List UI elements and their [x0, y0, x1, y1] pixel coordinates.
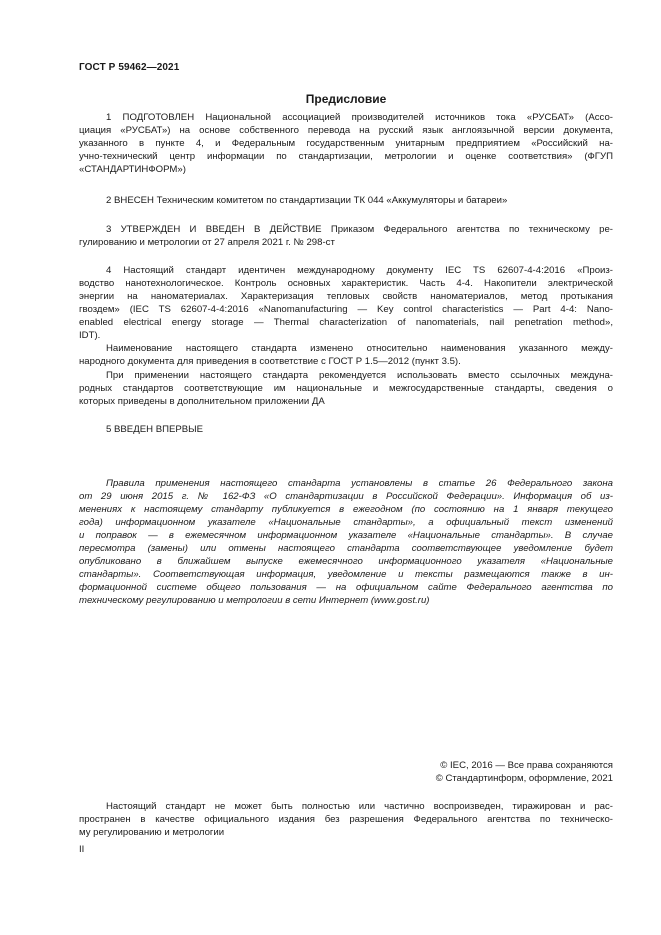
reproduction-notice [79, 800, 613, 839]
text-line: При применении настоящего стандарта рекомендуется использовать вместо ссылочных междуна- [106, 370, 613, 381]
text-line: которых приведены в дополнительном приложении ДА [79, 396, 325, 407]
document-code: ГОСТ Р 59462—2021 [79, 62, 180, 73]
text-line: пространен в качестве официального издания без разрешения Федерального агентства по техническо- [79, 814, 613, 825]
paragraph-identical [79, 264, 613, 342]
text-line: и поправок — в ежемесячном информационном указателе «Национальные стандарты». В случае [79, 530, 613, 541]
text-line: 5 ВВЕДЕН ВПЕРВЫЕ [106, 424, 204, 435]
text-line: гулированию и метрологии от 27 апреля 2021 г. № 298-ст [79, 237, 335, 248]
text-line: му регулированию и метрологии [79, 827, 225, 838]
text-line: 3 УТВЕРЖДЕН И ВВЕДЕН В ДЕЙСТВИЕ Приказом Федерального агентства по техническому ре- [106, 224, 613, 235]
text-line: «СТАНДАРТИНФОРМ») [79, 164, 186, 175]
paragraph-prepared-by [79, 111, 613, 176]
text-line: учно-технический центр информации по стандартизации, метрологии и оценке соответствия» (ФГУП [79, 151, 613, 162]
notice-italic [79, 477, 613, 607]
text-line: 2 ВНЕСЕН Техническим комитетом по стандартизации ТК 044 «Аккумуляторы и батареи» [106, 195, 508, 206]
copyright-line: © Стандартинформ, оформление, 2021 [435, 773, 613, 784]
text-line: энергии на наноматериалах. Характеризация тепловых свойств наноматериалов, метод протыкания [79, 291, 613, 302]
paragraph-first-introduced [79, 423, 613, 436]
text-line: формационной системе общего пользования — на официальном сайте Федерального агентства по [79, 582, 613, 593]
text-line: гвоздем» (IEC TS 62607-4-4:2016 «Nanomanufacturing — Key control characteristics — Part 4-4: Nano- [79, 304, 613, 315]
page-title: Предисловие [305, 92, 387, 106]
paragraph-name-changed [79, 342, 613, 368]
text-line: циация «РУСБАТ») на основе собственного перевода на русский язык англоязычной версии документа, [79, 125, 613, 136]
text-line: 1 ПОДГОТОВЛЕН Национальной ассоциацией производителей источников тока «РУСБАТ» (Ассо- [106, 112, 613, 123]
text-line: от 29 июня 2015 г. № 162-ФЗ «О стандартизации в Российской Федерации». Информация об из- [79, 491, 613, 502]
copyright-line: © IEC, 2016 — Все права сохраняются [440, 760, 613, 771]
text-line: стандарты». Соответствующая информация, уведомление и тексты размещаются также в ин- [79, 569, 613, 580]
text-line: опубликовано в ближайшем выпуске ежемесячного информационного указателя «Национальные [79, 556, 613, 567]
page-number: II [79, 844, 85, 855]
text-line: enabled electrical energy storage — Thermal characterization of nanomaterials, nail penetration method», [79, 317, 613, 328]
text-line: Наименование настоящего стандарта изменено относительно наименования указанного между- [106, 343, 613, 354]
text-line: IDT). [79, 330, 101, 341]
text-line: менениях к настоящему стандарту публикуется в ежегодном (по состоянию на 1 января текущего [79, 504, 613, 515]
text-line: 4 Настоящий стандарт идентичен международному документу IEC TS 62607-4-4:2016 «Произ- [106, 265, 613, 276]
text-line: пересмотра (замены) или отмены настоящего стандарта соответствующее уведомление будет [79, 543, 613, 554]
text-line: водство нанотехнологическое. Контроль основных характеристик. Часть 4-4. Накопители электрической [79, 278, 613, 289]
paragraph-approved [79, 223, 613, 249]
text-line: Правила применения настоящего стандарта установлены в статье 26 Федерального закона [106, 478, 613, 489]
text-line: указанного в пункте 4, и Федеральным государственным унитарным предприятием «Российский на- [79, 138, 613, 149]
paragraph-introduced-by [79, 194, 613, 207]
text-line: родных стандартов соответствующие им национальные и межгосударственные стандарты, сведения о [79, 383, 613, 394]
text-line: народного документа для приведения в соответствие с ГОСТ Р 1.5—2012 (пункт 3.5). [79, 356, 461, 367]
text-line: года) информационном указателе «Национальные стандарты», а официальный текст изменений [79, 517, 613, 528]
copyright-block [79, 759, 613, 785]
text-line: Настоящий стандарт не может быть полностью или частично воспроизведен, тиражирован и рас- [106, 801, 613, 812]
text-line: техническому регулированию и метрологии в сети Интернет (www.gost.ru) [79, 595, 430, 606]
paragraph-references [79, 369, 613, 408]
